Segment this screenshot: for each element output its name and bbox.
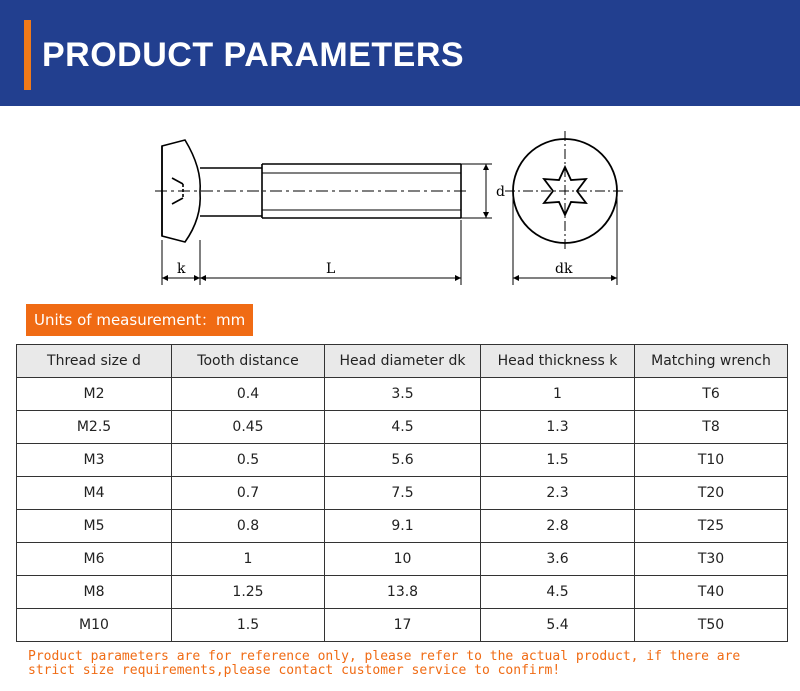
table-cell: M5 (17, 510, 172, 543)
table-cell: T10 (635, 444, 788, 477)
table-cell: 17 (325, 609, 481, 642)
table-cell: T30 (635, 543, 788, 576)
table-row (17, 576, 788, 609)
column-header: Tooth distance (172, 345, 325, 378)
table-cell: 1 (172, 543, 325, 576)
table-cell: 1.5 (172, 609, 325, 642)
header-banner (0, 0, 800, 106)
table-cell: 0.5 (172, 444, 325, 477)
table-header-row (17, 345, 788, 378)
table-cell: M8 (17, 576, 172, 609)
column-header: Head diameter dk (325, 345, 481, 378)
table-cell: 0.45 (172, 411, 325, 444)
table-cell: 5.6 (325, 444, 481, 477)
table-cell: 3.5 (325, 378, 481, 411)
table-cell: 5.4 (481, 609, 635, 642)
table-cell: 1 (481, 378, 635, 411)
column-header: Matching wrench (635, 345, 788, 378)
table-row (17, 477, 788, 510)
table-cell: T40 (635, 576, 788, 609)
table-cell: M2.5 (17, 411, 172, 444)
table-cell: 0.8 (172, 510, 325, 543)
table-cell: T50 (635, 609, 788, 642)
table-cell: 1.25 (172, 576, 325, 609)
table-cell: M10 (17, 609, 172, 642)
table-cell: 3.6 (481, 543, 635, 576)
table-row (17, 378, 788, 411)
table-cell: T25 (635, 510, 788, 543)
table-cell: 2.3 (481, 477, 635, 510)
page-title: PRODUCT PARAMETERS (42, 36, 465, 74)
table-row (17, 444, 788, 477)
units-badge: Units of measurement：mm (26, 304, 253, 336)
table-cell: 13.8 (325, 576, 481, 609)
table-cell: 0.4 (172, 378, 325, 411)
table-cell: 10 (325, 543, 481, 576)
table-cell: 1.5 (481, 444, 635, 477)
table-row (17, 543, 788, 576)
table-row (17, 609, 788, 642)
table-row (17, 411, 788, 444)
table-cell: 1.3 (481, 411, 635, 444)
label-d: d (496, 184, 505, 200)
table-cell: T6 (635, 378, 788, 411)
table-cell: 4.5 (481, 576, 635, 609)
table-cell: 9.1 (325, 510, 481, 543)
table-cell: T8 (635, 411, 788, 444)
table-cell: T20 (635, 477, 788, 510)
label-dk: dk (555, 261, 573, 277)
screw-diagram (140, 120, 640, 295)
table-cell: 2.8 (481, 510, 635, 543)
label-k: k (177, 261, 186, 277)
column-header: Head thickness k (481, 345, 635, 378)
table-cell: M4 (17, 477, 172, 510)
parameters-table (16, 344, 788, 642)
table-cell: 7.5 (325, 477, 481, 510)
table-cell: M6 (17, 543, 172, 576)
header-accent-bar (24, 20, 31, 90)
table-cell: 4.5 (325, 411, 481, 444)
table-cell: M3 (17, 444, 172, 477)
table-cell: M2 (17, 378, 172, 411)
table-row (17, 510, 788, 543)
disclaimer-note: Product parameters are for reference only, please refer to the actual product, if there are strict size requirements,please contact customer service to confirm! (28, 649, 741, 678)
column-header: Thread size d (17, 345, 172, 378)
table-cell: 0.7 (172, 477, 325, 510)
label-L: L (326, 261, 336, 277)
